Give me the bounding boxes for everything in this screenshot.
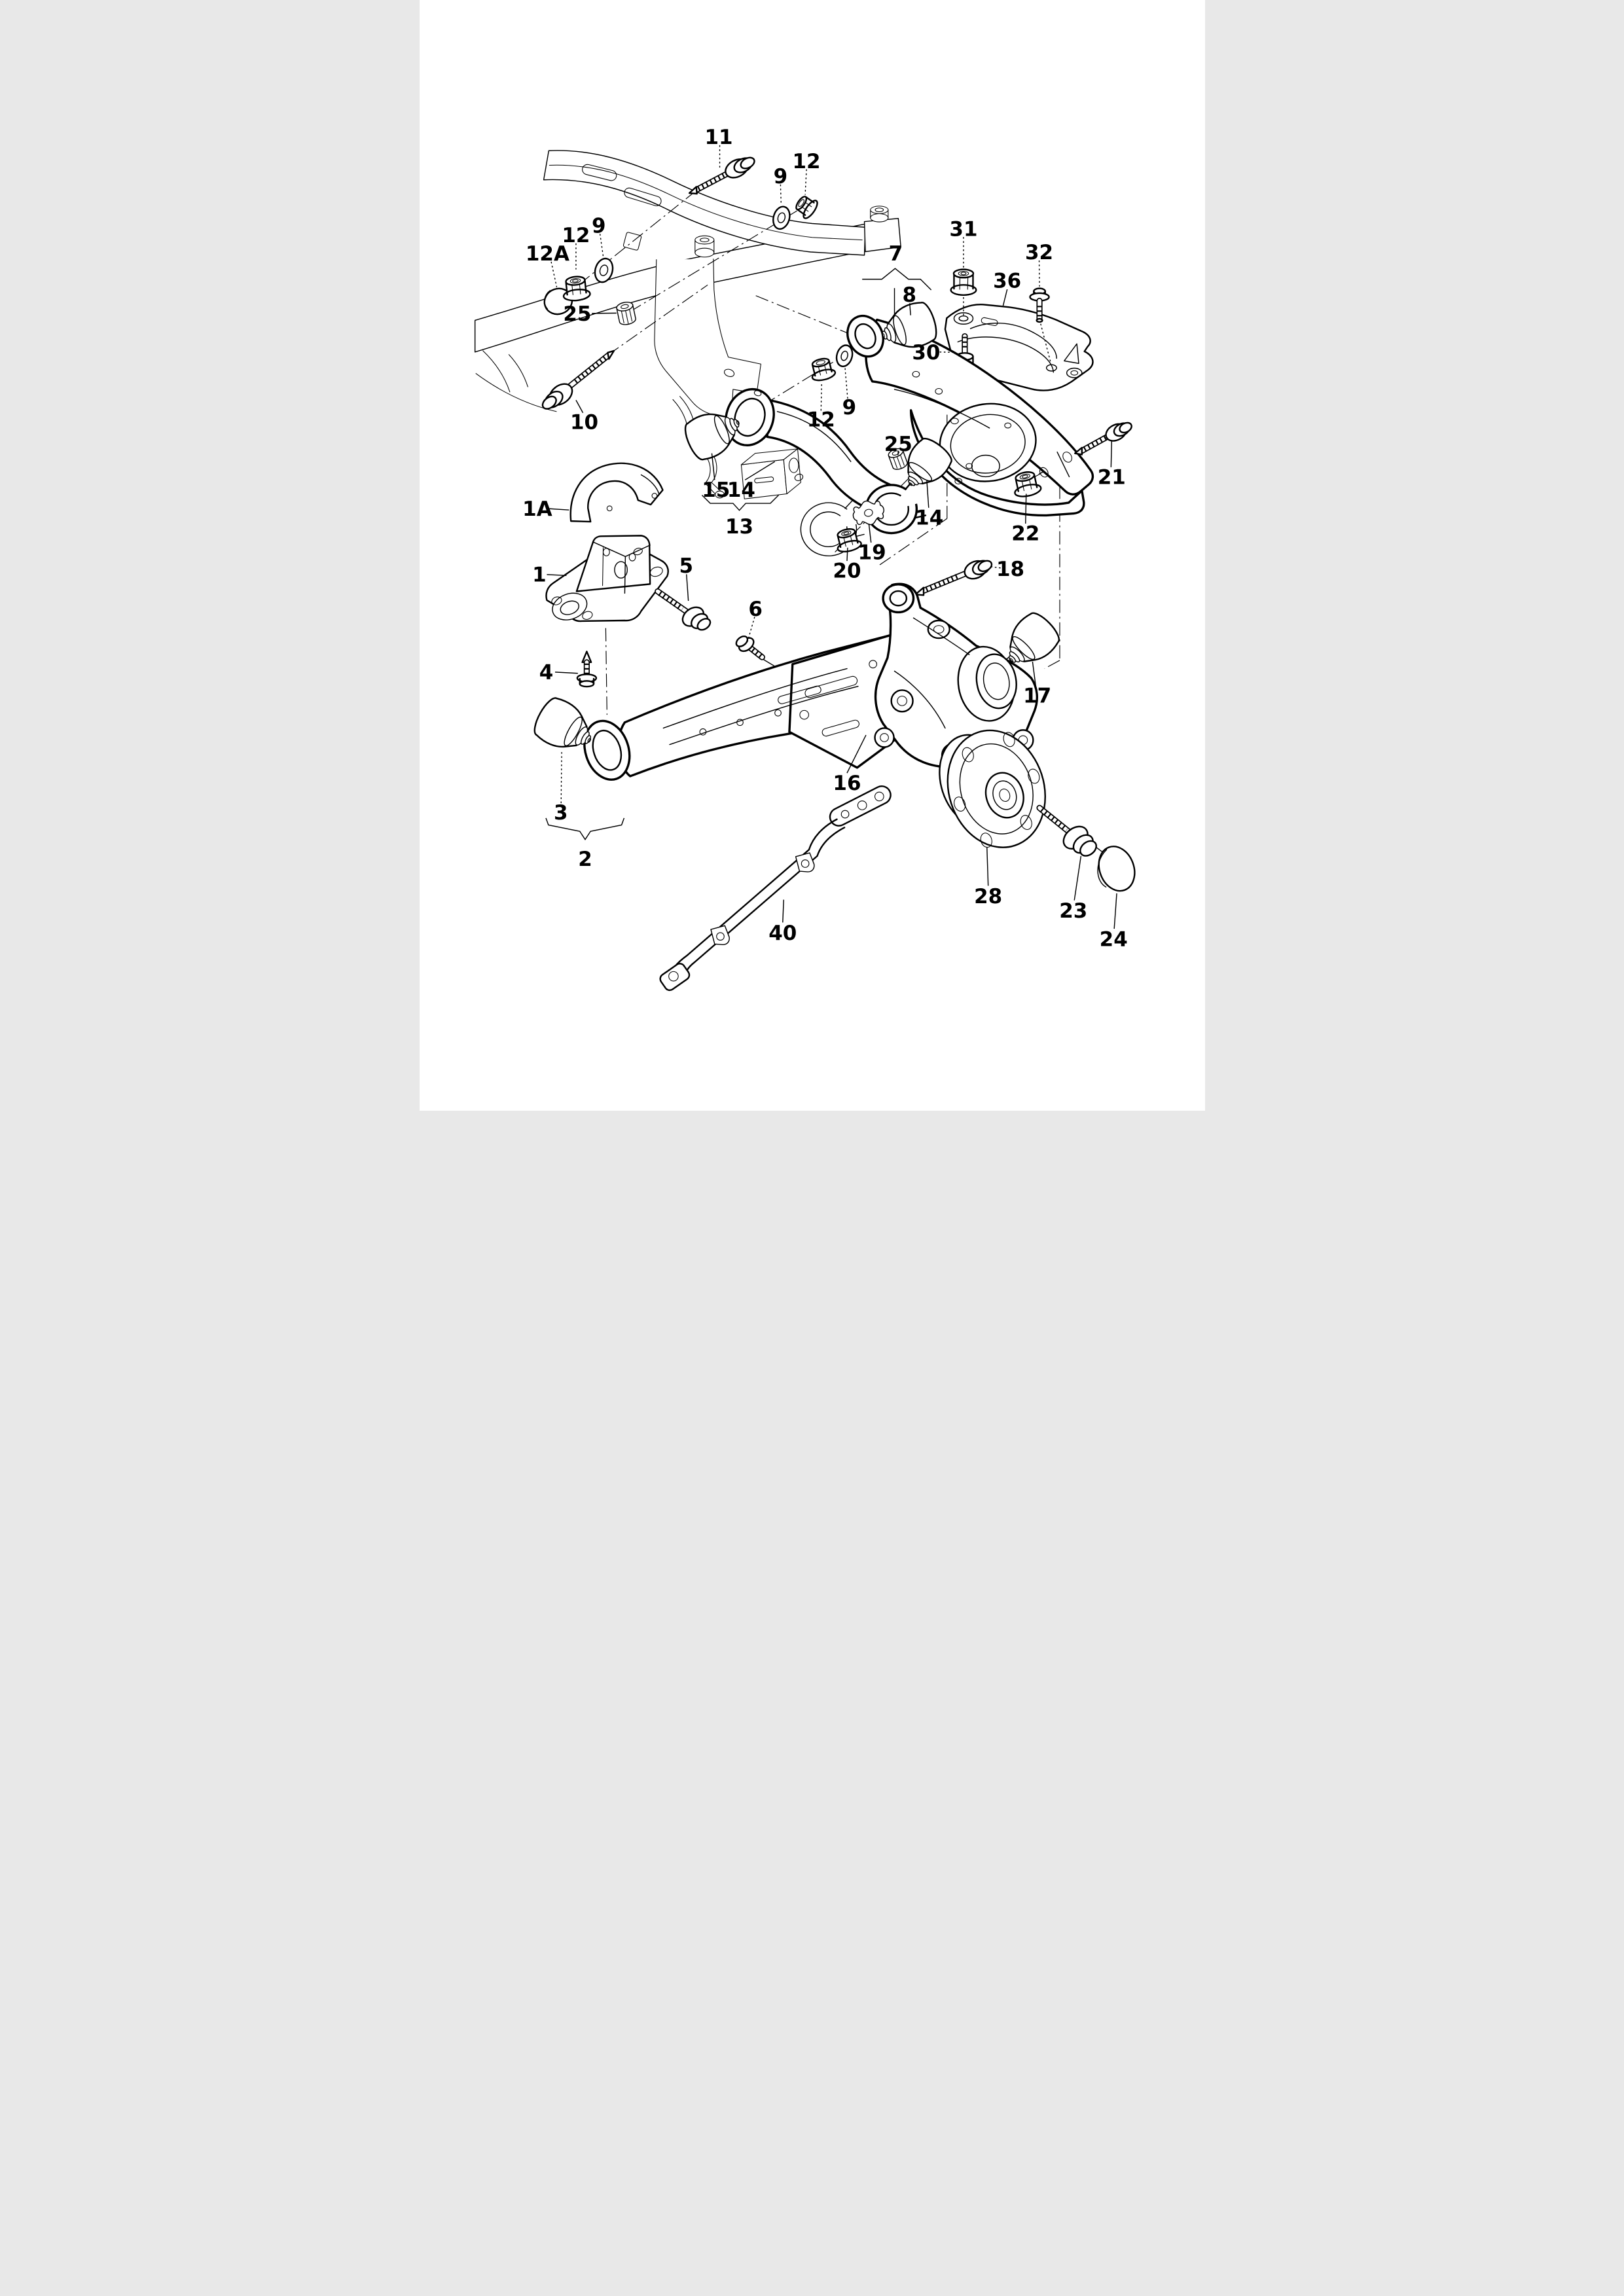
- bracket-40-foot: [658, 961, 691, 992]
- part-number-13: 13: [725, 515, 753, 539]
- bolt-18: [915, 558, 993, 595]
- part-number-6: 6: [748, 597, 763, 621]
- leader-line-40: [782, 900, 783, 923]
- mount-bracket-1: [546, 535, 668, 624]
- part-number-40: 40: [768, 922, 797, 946]
- bracket-40-bar: [670, 819, 837, 977]
- spacer-25-left: [615, 301, 636, 326]
- group-brace-7: [862, 268, 931, 290]
- knuckle-boss: [875, 728, 893, 747]
- leader-line-22: [1025, 494, 1026, 524]
- part-number-12: 12: [792, 149, 821, 173]
- trailing-arm: [577, 628, 918, 785]
- part-number-17: 17: [1022, 684, 1051, 708]
- nut-12-right: [793, 192, 820, 220]
- part-number-9: 9: [591, 214, 606, 238]
- part-number-36: 36: [992, 269, 1021, 293]
- leader-line-20: [846, 548, 847, 561]
- subframe-square-hole: [623, 232, 641, 250]
- cover-1A: [570, 463, 662, 522]
- part-number-20: 20: [832, 559, 861, 583]
- bolt-21: [1075, 421, 1133, 455]
- subframe-sleeve-top: [870, 206, 888, 214]
- part-number-12: 12: [561, 224, 590, 248]
- part-number-8: 8: [901, 283, 916, 307]
- part-number-32: 32: [1024, 241, 1053, 265]
- leader-line-12: [805, 170, 806, 194]
- part-number-2: 2: [577, 847, 592, 871]
- part-number-23: 23: [1058, 899, 1087, 924]
- part-number-15: 15: [701, 478, 730, 502]
- part-number-25: 25: [562, 302, 591, 326]
- nut-31: [950, 270, 976, 295]
- part-number-24: 24: [1099, 927, 1128, 952]
- leader-line-28: [986, 847, 988, 886]
- part-number-18: 18: [996, 557, 1024, 581]
- part-number-25: 25: [884, 433, 912, 457]
- leader-line-5: [686, 574, 688, 601]
- bracket-40-tab: [710, 925, 729, 944]
- part-number-1A: 1A: [522, 497, 552, 521]
- part-number-1: 1: [532, 563, 547, 587]
- part-number-7: 7: [888, 242, 903, 266]
- bracket-1-edge: [624, 556, 625, 593]
- part-number-11: 11: [704, 126, 733, 150]
- subframe-tail: [482, 351, 509, 392]
- leader-line-1A: [549, 509, 569, 510]
- part-number-14: 14: [914, 506, 943, 530]
- part-number-9: 9: [773, 165, 787, 189]
- part-number-31: 31: [948, 217, 977, 242]
- catalog-page: [420, 0, 1205, 1111]
- knuckle-boss: [891, 690, 912, 711]
- leader-line-19: [869, 524, 871, 543]
- screw-4: [577, 651, 596, 687]
- part-number-16: 16: [832, 771, 861, 795]
- part-number-4: 4: [539, 660, 553, 685]
- part-number-21: 21: [1097, 465, 1126, 490]
- part-number-28: 28: [973, 884, 1002, 908]
- part-number-19: 19: [857, 541, 886, 565]
- cap-24: [1092, 842, 1140, 896]
- mount-sleeve-top: [695, 236, 713, 244]
- part-number-12: 12: [806, 408, 835, 432]
- leader-line-23: [1074, 856, 1081, 901]
- knuckle-top-eye: [883, 584, 913, 613]
- bolt-23: [1039, 808, 1099, 859]
- leader-line-9: [845, 368, 848, 398]
- subframe-sleeve-base: [870, 213, 888, 222]
- part-number-30: 30: [911, 340, 940, 365]
- cover-1A-hole: [607, 506, 612, 511]
- bolt-11: [689, 155, 756, 194]
- mount-sleeve-base: [695, 248, 713, 257]
- part-number-5: 5: [678, 554, 693, 578]
- brake-line-bracket-40: [658, 783, 893, 992]
- part-number-9: 9: [842, 396, 856, 420]
- leader-line-24: [1114, 893, 1117, 929]
- leader-line-4: [555, 672, 578, 673]
- part-number-14: 14: [727, 478, 755, 502]
- part-number-10: 10: [569, 410, 598, 435]
- nut-12-left: [562, 276, 590, 302]
- bracket-1-tower: [576, 535, 649, 591]
- leader-line-3: [561, 749, 562, 802]
- parts-diagram-svg: [420, 0, 1205, 1111]
- part-number-12A: 12A: [525, 242, 569, 266]
- subframe-tail: [509, 355, 528, 387]
- nut-12-mid: [808, 357, 836, 383]
- part-number-22: 22: [1011, 522, 1039, 546]
- leader-line-12A: [551, 262, 556, 287]
- bracket-40-tab: [795, 853, 814, 872]
- bolt-5: [657, 592, 712, 632]
- bracket-40-bar: [683, 827, 844, 978]
- part-number-3: 3: [553, 801, 568, 825]
